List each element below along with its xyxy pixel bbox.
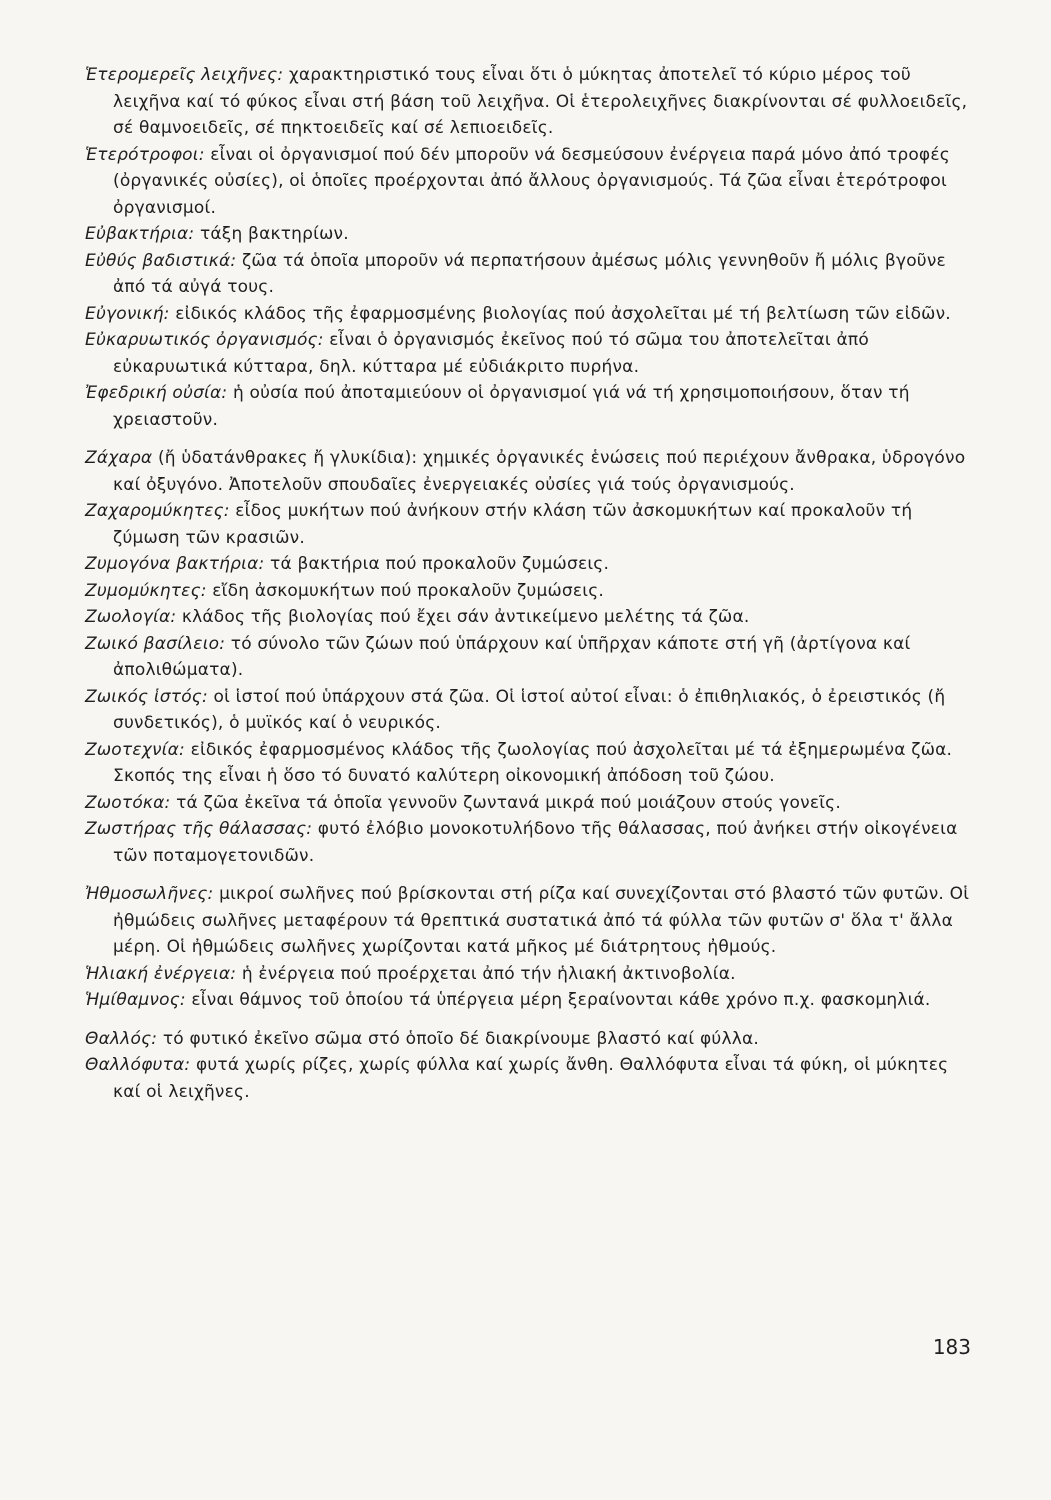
entry-definition: (ἤ ὑδατάνθρακες ἤ γλυκίδια): χημικές ὀργανικές ἑνώσεις πού περιέχουν ἄνθρακα, ὑδρογόνο καί ὀξυγόνο. Ἀποτελοῦν σπουδαῖες ἐνεργειακές οὐσίες γιά τούς ὀργανισμούς. — [113, 448, 966, 495]
glossary-entry — [85, 816, 980, 869]
entry-term: Εὐθύς βαδιστικά: — [85, 250, 237, 271]
glossary-entry — [85, 1052, 980, 1105]
glossary-entry — [85, 221, 980, 248]
entry-term: Θαλλόφυτα: — [85, 1055, 191, 1075]
entry-term: Ζυμογόνα βακτήρια: — [85, 554, 265, 574]
glossary-entry — [85, 684, 980, 737]
entry-term: Ἠθμοσωλῆνες: — [85, 884, 214, 904]
entry-definition: εἶναι ὁ ὀργανισμός ἐκεῖνος πού τό σῶμα του ἀποτελεῖται ἀπό εὐκαρυωτικά κύτταρα, δηλ. κύτταρα μέ εὐδιάκριτο πυρήνα. — [113, 330, 869, 377]
entry-term: Εὐκαρυωτικός ὀργανισμός: — [85, 330, 324, 350]
glossary-entry — [85, 498, 980, 551]
glossary-entry — [85, 551, 980, 578]
glossary-entry — [85, 604, 980, 631]
glossary-entry — [85, 248, 980, 301]
glossary-entry — [85, 62, 980, 142]
entry-term: Ζωοτεχνία: — [85, 739, 185, 760]
entry-term: Ζάχαρα — [85, 448, 153, 468]
glossary-entry — [85, 987, 980, 1014]
glossary-entry — [85, 737, 980, 790]
glossary-entry — [85, 380, 980, 433]
entry-term: Ζυμομύκητες: — [85, 580, 207, 601]
entry-definition: εἶναι οἱ ὀργανισμοί πού δέν μποροῦν νά δεσμεύσουν ἐνέργεια παρά μόνο ἀπό τροφές (ὀργανικές οὐσίες), οἱ ὁποῖες προέρχονται ἀπό ἄλλους ὀργανισμούς. Τά ζῶα εἶναι ἑτερότροφοι ὀργανισμοί. — [113, 144, 950, 218]
entry-term: Ζωολογία: — [85, 607, 177, 627]
entry-term: Εὐγονική: — [85, 303, 170, 324]
glossary-entry — [85, 631, 980, 684]
glossary-entry — [85, 1026, 980, 1053]
entry-term: Ἐφεδρική οὐσία: — [85, 383, 228, 403]
entry-definition: εἴδη ἀσκομυκήτων πού προκαλοῦν ζυμώσεις. — [212, 580, 604, 601]
glossary-entries — [85, 62, 980, 1105]
entry-term: Ζωοτόκα: — [85, 792, 171, 813]
entry-term: Ζωικός ἱστός: — [85, 686, 208, 707]
glossary-entry — [85, 578, 980, 605]
entry-term: Ζωικό βασίλειο: — [85, 633, 226, 654]
glossary-entry — [85, 142, 980, 222]
entry-definition: εἶναι θάμνος τοῦ ὁποίου τά ὑπέργεια μέρη ξεραίνονται κάθε χρόνο π.χ. φασκομηλιά. — [191, 990, 931, 1010]
entry-definition: χαρακτηριστικό τους εἶναι ὅτι ὁ μύκητας ἀποτελεῖ τό κύριο μέρος τοῦ λειχῆνα καί τό φύκος εἶναι στή βάση τοῦ λειχῆνα. Οἱ ἑτερολειχῆνες διακρίνονται σέ φυλλοειδεῖς, σέ θαμνοειδεῖς, σέ πηκτοειδεῖς καί σέ λεπιοειδεῖς. — [113, 65, 968, 138]
entry-definition: τά βακτήρια πού προκαλοῦν ζυμώσεις. — [270, 554, 610, 574]
entry-definition: εἰδικός κλάδος τῆς ἐφαρμοσμένης βιολογίας πού ἀσχολεῖται μέ τή βελτίωση τῶν εἰδῶν. — [175, 303, 951, 324]
entry-definition: τό φυτικό ἐκεῖνο σῶμα στό ὁποῖο δέ διακρίνουμε βλαστό καί φύλλα. — [162, 1028, 759, 1049]
entry-term: Ἑτερότροφοι: — [85, 144, 205, 165]
entry-definition: εἶδος μυκήτων πού ἀνήκουν στήν κλάση τῶν ἀσκομυκήτων καί προκαλοῦν τή ζύμωση τῶν κρασιῶν. — [113, 501, 913, 548]
entry-definition: ἡ οὐσία πού ἀποταμιεύουν οἱ ὀργανισμοί γιά νά τή χρησιμοποιήσουν, ὅταν τή χρειαστοῦν. — [113, 383, 910, 430]
entry-definition: κλάδος τῆς βιολογίας πού ἔχει σάν ἀντικείμενο μελέτης τά ζῶα. — [181, 607, 750, 627]
entry-term: Ζαχαρομύκητες: — [85, 501, 230, 521]
glossary-entry — [85, 961, 980, 988]
entry-definition: ἡ ἐνέργεια πού προέρχεται ἀπό τήν ἡλιακή ἀκτινοβολία. — [241, 963, 736, 984]
glossary-entry — [85, 881, 980, 961]
entry-definition: τό σύνολο τῶν ζώων πού ὑπάρχουν καί ὑπῆρχαν κάποτε στή γῆ (ἀρτίγονα καί ἀπολιθώματα). — [113, 633, 911, 680]
entry-term: Ἡμίθαμνος: — [85, 990, 186, 1010]
glossary-entry — [85, 301, 980, 328]
entry-definition: φυτά χωρίς ρίζες, χωρίς φύλλα καί χωρίς ἄνθη. Θαλλόφυτα εἶναι τά φύκη, οἱ μύκητες καί οἱ λειχῆνες. — [113, 1055, 949, 1102]
entry-term: Ἑτερομερεῖς λειχῆνες: — [85, 65, 284, 85]
glossary-entry — [85, 790, 980, 817]
entry-definition: τάξη βακτηρίων. — [199, 224, 349, 244]
glossary-entry — [85, 445, 980, 498]
entry-definition: οἱ ἱστοί πού ὑπάρχουν στά ζῶα. Οἱ ἱστοί αὐτοί εἶναι: ὁ ἐπιθηλιακός, ὁ ἐρειστικός (ἤ συνδετικός), ὁ μυϊκός καί ὁ νευρικός. — [113, 686, 946, 733]
entry-term: Ἡλιακή ἐνέργεια: — [85, 963, 237, 984]
entry-term: Θαλλός: — [85, 1028, 158, 1049]
entry-definition: μικροί σωλῆνες πού βρίσκονται στή ρίζα καί συνεχίζονται στό βλαστό τῶν φυτῶν. Οἱ ἠθμώδεις σωλῆνες μεταφέρουν τά θρεπτικά συστατικά ἀπό τά φύλλα τῶν φυτῶν σ' ὅλα τ' ἄλλα μέρη. Οἱ ἠθμώδεις σωλῆνες χωρίζονται κατά μῆκος μέ διάτρητους ἠθμούς. — [113, 884, 970, 957]
entry-definition: τά ζῶα ἐκεῖνα τά ὁποῖα γεννοῦν ζωντανά μικρά πού μοιάζουν στούς γονεῖς. — [176, 792, 841, 813]
entry-term: Ζωστήρας τῆς θάλασσας: — [85, 819, 313, 839]
glossary-entry — [85, 327, 980, 380]
entry-term: Εὐβακτήρια: — [85, 224, 195, 244]
entry-definition: φυτό ἐλόβιο μονοκοτυλήδονο τῆς θάλασσας, πού ἀνήκει στήν οἰκογένεια τῶν ποταμογετονιδῶν. — [113, 819, 958, 866]
entry-definition: ζῶα τά ὁποῖα μποροῦν νά περπατήσουν ἀμέσως μόλις γεννηθοῦν ἤ μόλις βγοῦνε ἀπό τά αὐγά τους. — [113, 250, 946, 297]
entry-definition: εἰδικός ἐφαρμοσμένος κλάδος τῆς ζωολογίας πού ἀσχολεῖται μέ τά ἐξημερωμένα ζῶα. Σκοπός της εἶναι ἡ ὅσο τό δυνατό καλύτερη οἰκονομική ἀπόδοση τοῦ ζώου. — [113, 739, 953, 786]
page-number: 183 — [932, 1335, 971, 1359]
